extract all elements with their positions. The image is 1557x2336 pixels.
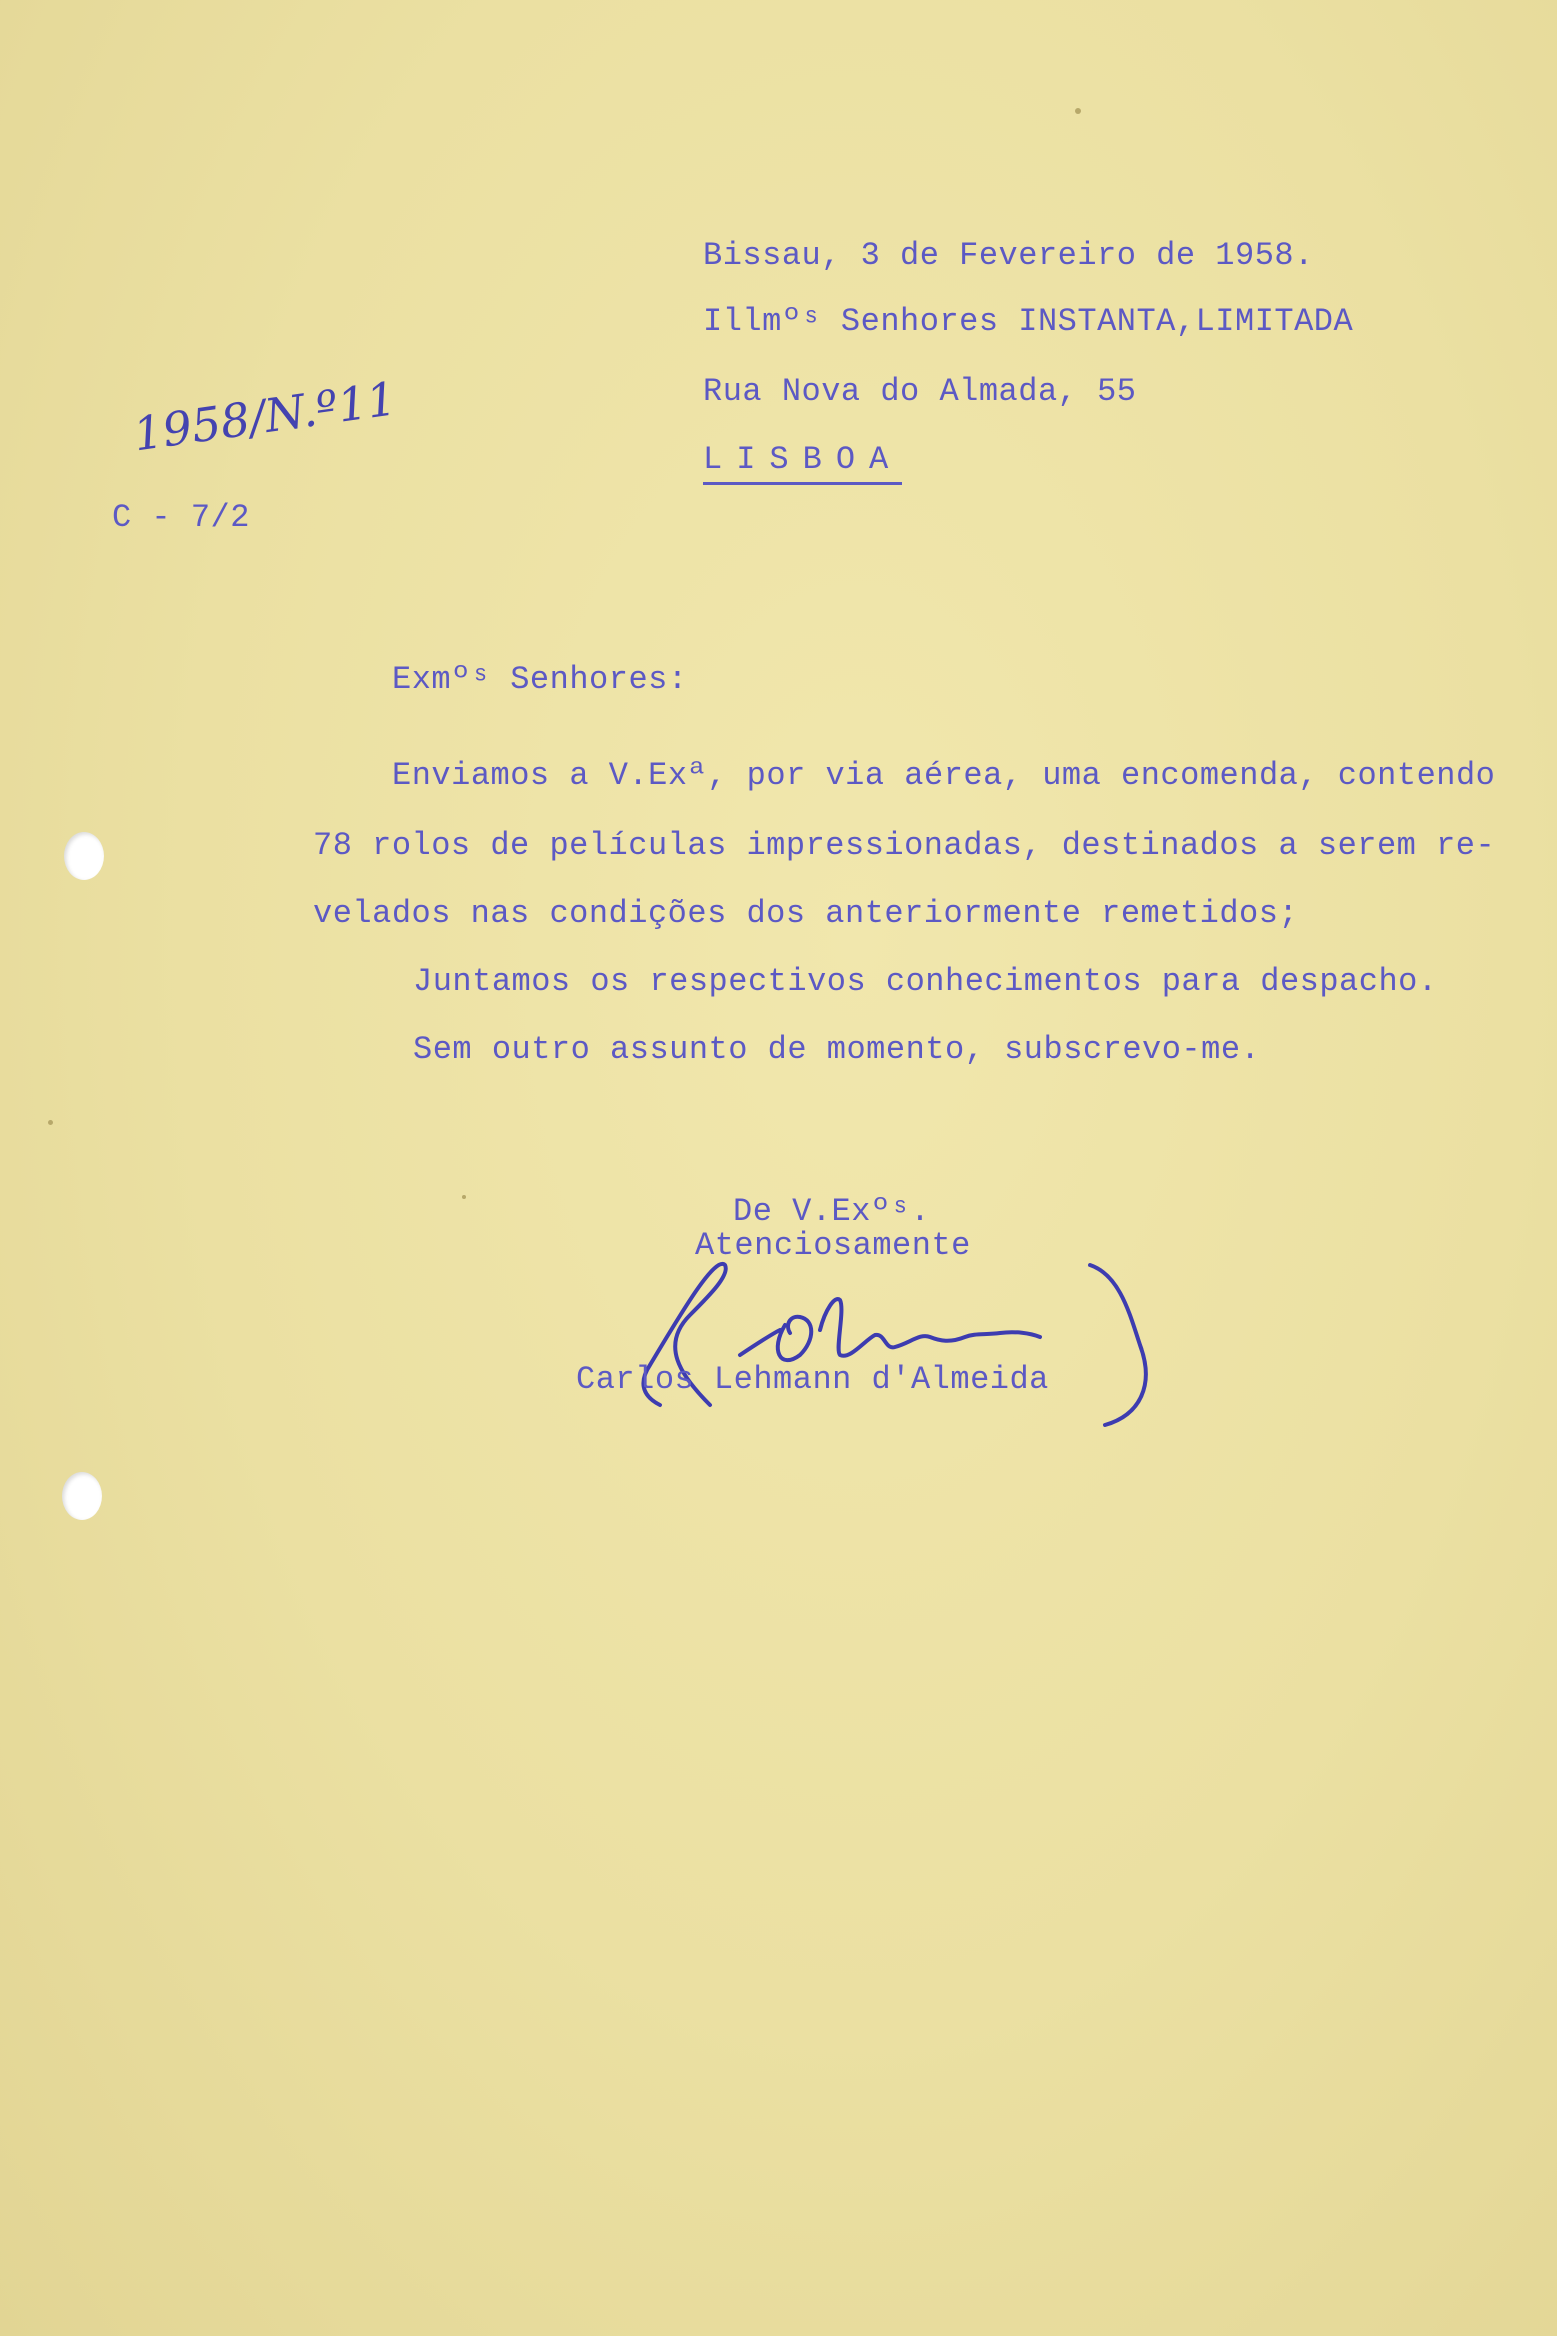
paper-speck [48,1120,53,1125]
body-line: Juntamos os respectivos conhecimentos para despacho. [413,963,1438,1000]
punch-hole-top [64,832,104,880]
city-line: LISBOA [703,440,902,485]
paper-speck [1075,108,1081,114]
body-line: Sem outro assunto de momento, subscrevo-me. [413,1031,1261,1068]
signatory-name: Carlos Lehmann d'Almeida [576,1361,1049,1398]
closing-line: De V.Exºˢ. [733,1193,931,1230]
recipient-line: Illmºˢ Senhores INSTANTA,LIMITADA [703,303,1354,340]
handwritten-reference: 1958/N.º11 [130,371,400,462]
body-line: Enviamos a V.Exª, por via aérea, uma encomenda, contendo [392,757,1496,794]
salutation: Exmºˢ Senhores: [392,661,688,698]
body-line: 78 rolos de películas impressionadas, destinados a serem re- [313,827,1496,864]
place-date: Bissau, 3 de Fevereiro de 1958. [703,237,1314,274]
closing-line: Atenciosamente [695,1227,971,1264]
body-line: velados nas condições dos anteriormente remetidos; [313,895,1299,932]
punch-hole-bottom [62,1472,102,1520]
paper-speck [462,1195,466,1199]
typed-reference: C - 7/2 [112,499,250,536]
handwritten-signature [620,1255,1180,1435]
address-line: Rua Nova do Almada, 55 [703,373,1137,410]
